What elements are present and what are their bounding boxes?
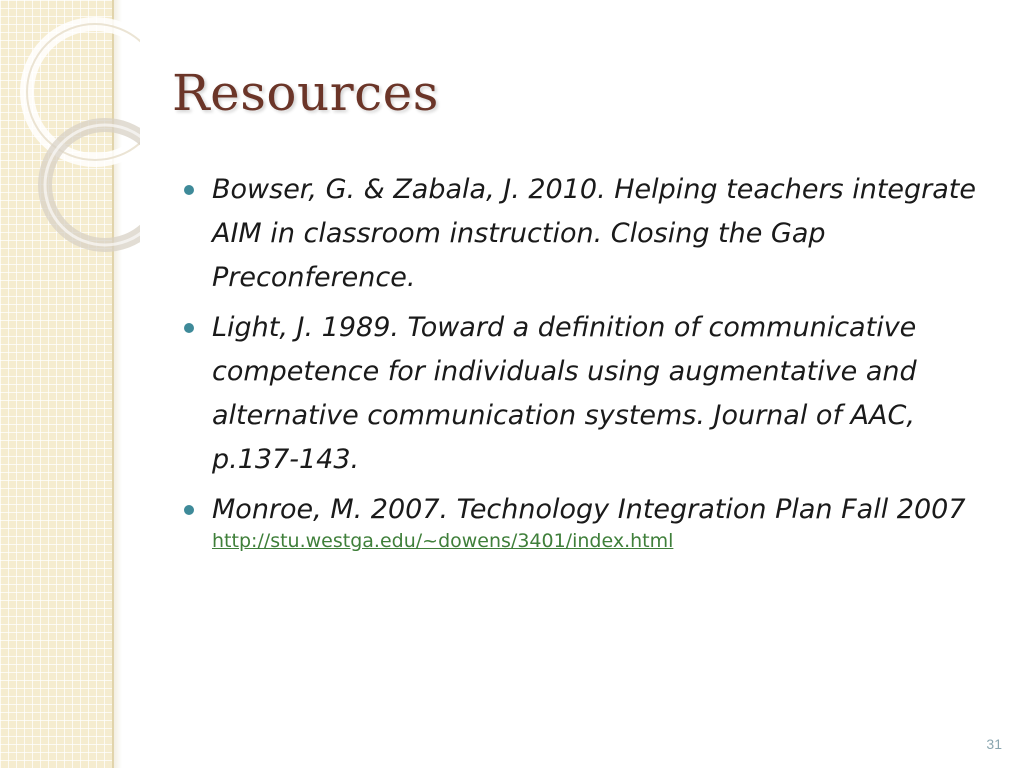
reference-item-monroe: [184, 488, 994, 554]
bullet-dot-icon: [184, 185, 194, 195]
bullet-dot-icon: [184, 323, 194, 333]
reference-text: Monroe, M. 2007. Technology Integration Plan Fall 2007: [212, 494, 966, 525]
reference-text: Bowser, G. & Zabala, J. 2010. Helping teachers integrate AIM in classroom instruction. Closing the Gap Preconference.: [212, 174, 977, 293]
decorative-rings: [0, 0, 140, 260]
bullet-dot-icon: [184, 505, 194, 515]
reference-item-light: [184, 306, 994, 482]
slide-number: 31: [986, 736, 1002, 752]
reference-item-bowser: [184, 168, 994, 300]
reference-link[interactable]: http://stu.westga.edu/~dowens/3401/index.html: [212, 530, 674, 552]
slide-title: Resources: [172, 64, 439, 122]
reference-text: Light, J. 1989. Toward a definition of communicative competence for individuals using augmentative and alternative communication systems. Journal of AAC, p.137-143.: [212, 312, 917, 475]
reference-list: [184, 168, 994, 560]
